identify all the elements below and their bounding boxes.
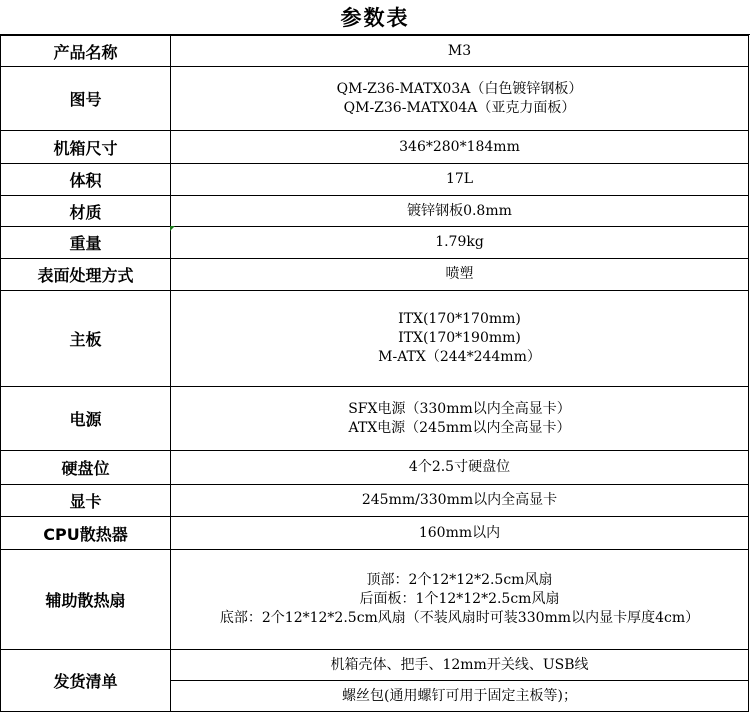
value-line: ITX(170*170mm) bbox=[398, 311, 521, 327]
row-value-auxiliary-fans bbox=[171, 550, 749, 650]
table-row bbox=[1, 227, 749, 259]
value-line: 镀锌钢板0.8mm bbox=[407, 202, 512, 219]
row-value-case-size bbox=[171, 131, 749, 164]
table-row bbox=[1, 67, 749, 131]
row-value-material bbox=[171, 196, 749, 227]
row-value-power-supply bbox=[171, 387, 749, 451]
value-line: QM-Z36-MATX04A（亚克力面板） bbox=[343, 99, 576, 116]
value-line: 顶部：2个12*12*2.5cm风扇 bbox=[366, 572, 553, 588]
table-row bbox=[1, 36, 749, 67]
row-value-drive-bays bbox=[171, 451, 749, 485]
row-label-drawing-number: 图号 bbox=[1, 67, 171, 131]
table-row bbox=[1, 291, 749, 387]
row-label-motherboard: 主板 bbox=[1, 291, 171, 387]
value-line: 4个2.5寸硬盘位 bbox=[408, 459, 511, 475]
table-row bbox=[1, 451, 749, 485]
row-value-graphics-card bbox=[171, 485, 749, 517]
table-row bbox=[1, 550, 749, 650]
table-row bbox=[1, 164, 749, 196]
table-row bbox=[1, 517, 749, 550]
row-label-volume: 体积 bbox=[1, 164, 171, 196]
row-label-surface-treatment: 表面处理方式 bbox=[1, 259, 171, 291]
row-value-motherboard bbox=[171, 291, 749, 387]
row-label-case-size: 机箱尺寸 bbox=[1, 131, 171, 164]
table-row bbox=[1, 650, 749, 681]
value-line: ATX电源（245mm以内全高显卡） bbox=[348, 419, 571, 436]
row-value-volume bbox=[171, 164, 749, 196]
value-line: 17L bbox=[445, 171, 474, 187]
row-label-auxiliary-fans: 辅助散热扇 bbox=[1, 550, 171, 650]
value-line: 245mm/330mm以内全高显卡 bbox=[361, 492, 558, 508]
row-label-drive-bays: 硬盘位 bbox=[1, 451, 171, 485]
row-label-power-supply: 电源 bbox=[1, 387, 171, 451]
value-line: 后面板：1个12*12*2.5cm风扇 bbox=[359, 591, 560, 607]
table-row bbox=[1, 131, 749, 164]
value-line: M3 bbox=[447, 42, 472, 59]
value-line: 346*280*184mm bbox=[399, 138, 520, 155]
table-row bbox=[1, 485, 749, 517]
value-line: 喷塑 bbox=[445, 266, 474, 282]
value-line: ITX(170*190mm) bbox=[398, 330, 521, 346]
row-label-material: 材质 bbox=[1, 196, 171, 227]
spec-table bbox=[0, 35, 749, 712]
cell-comment-marker bbox=[170, 226, 175, 231]
value-line: 160mm以内 bbox=[418, 524, 501, 541]
row-value-cpu-cooler bbox=[171, 517, 749, 550]
row-value-product-name bbox=[171, 36, 749, 67]
value-line: QM-Z36-MATX03A（白色镀锌钢板） bbox=[336, 80, 583, 97]
value-line: 1.79kg bbox=[435, 234, 484, 250]
row-value-weight bbox=[171, 227, 749, 259]
row-label-packing-list: 发货清单 bbox=[1, 650, 171, 712]
row-value-packing-list-1 bbox=[171, 650, 749, 681]
row-value-packing-list-2 bbox=[171, 681, 749, 712]
value-line: 底部：2个12*12*2.5cm风扇（不装风扇时可装330mm以内显卡厚度4cm） bbox=[219, 610, 700, 626]
value-line: 机箱壳体、把手、12mm开关线、USB线 bbox=[330, 656, 589, 673]
table-row bbox=[1, 387, 749, 451]
row-value-surface-treatment bbox=[171, 259, 749, 291]
value-line: SFX电源（330mm以内全高显卡） bbox=[348, 400, 571, 417]
row-value-drawing-number bbox=[171, 67, 749, 131]
value-line: M-ATX（244*244mm） bbox=[378, 349, 541, 365]
row-label-graphics-card: 显卡 bbox=[1, 485, 171, 517]
row-label-weight: 重量 bbox=[1, 227, 171, 259]
row-label-product-name: 产品名称 bbox=[1, 36, 171, 67]
row-label-cpu-cooler: CPU散热器 bbox=[1, 517, 171, 550]
table-row bbox=[1, 196, 749, 227]
value-line: 螺丝包(通用螺钉可用于固定主板等)； bbox=[342, 687, 577, 704]
sheet-title: 参数表 bbox=[0, 0, 750, 35]
table-row bbox=[1, 259, 749, 291]
